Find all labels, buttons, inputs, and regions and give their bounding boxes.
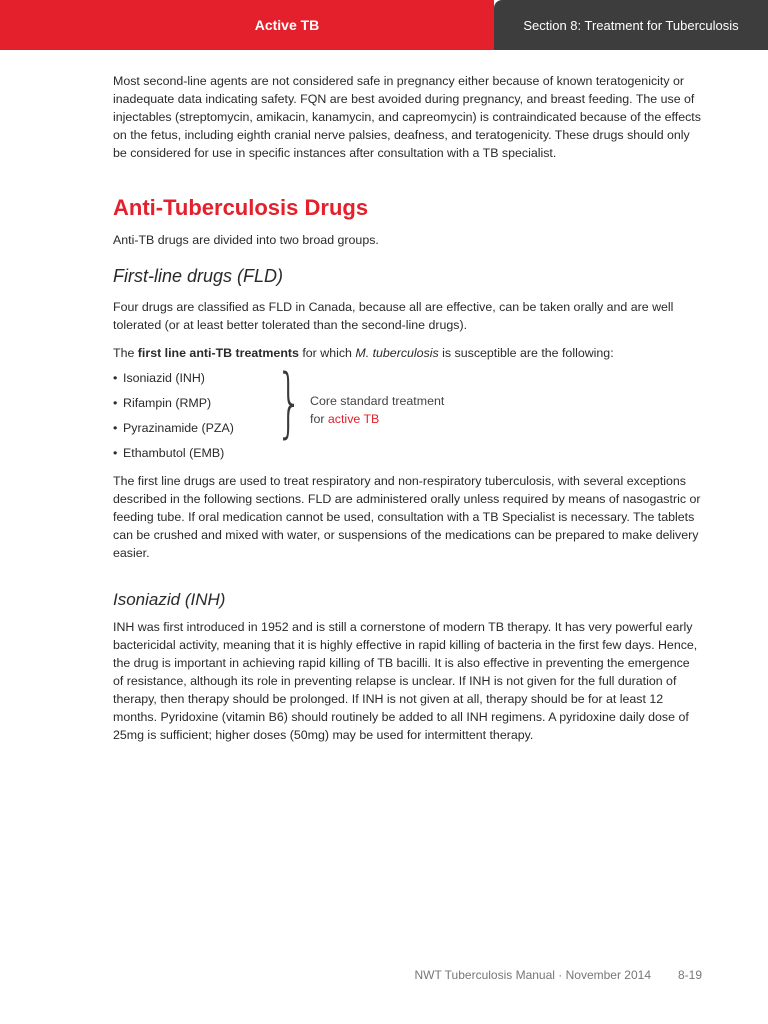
bullet-icon: • [113,421,118,435]
page-number: 8-19 [677,968,702,982]
header-chapter-label: Active TB [0,0,494,50]
inh-heading: Isoniazid (INH) [113,590,226,609]
fld-treatment-suffix: is susceptible are the following: [438,346,614,360]
page-footer [0,968,768,988]
page-content [113,72,703,744]
active-tb-link[interactable]: active TB [327,412,380,426]
fld-heading: First-line drugs (FLD) [113,266,284,286]
page-header [0,0,768,50]
drug-name: Rifampin (RMP) [123,396,212,410]
drug-name: Pyrazinamide (PZA) [123,421,234,435]
core-treatment-line-2 [310,410,444,428]
fld-treatment-prefix: The [113,346,138,360]
core-treatment-prefix: for [310,412,328,426]
fld-treatment-bold: first line anti-TB treatments [137,346,299,360]
list-item [113,441,703,466]
header-section-label: Section 8: Treatment for Tuberculosis [494,0,768,50]
intro-paragraph: Most second-line agents are not considered safe in pregnancy either because of known teratogenicity or inadequate data indicating safety. FQN are best avoided during pregnancy, and breast feeding. The use of injectables (streptomycin, amikacin, kanamycin, and capreomycin) is contraindicated because of the effects on the fetus, including eighth cranial nerve palsies, deafness, and teratogenicity. These drugs should only be considered for use in specific instances after consultation with a TB specialist. [113,74,701,160]
bullet-icon: • [113,396,118,410]
drug-list-block [113,357,703,461]
inh-paragraph: INH was first introduced in 1952 and is still a cornerstone of modern TB therapy. It has very powerful early bactericidal activity, meaning that it is highly effective in rapid killing of bacteria in the first few days. Hence, the drug is important in achieving rapid killing of TB bacilli. It is also effective in preventing the emergence of resistance, although its role in preventing relapse is unclear. If INH is not given for the full duration of therapy, then therapy should be prolonged. If INH is not given at all, therapy should be for at least 12 months. Pyridoxine (vitamin B6) should routinely be added to all INH regimens. A pyridoxine daily dose of 25mg is sufficient; higher doses (50mg) may be used for intermittent therapy. [113,620,698,742]
curly-brace-icon: } [276,357,303,446]
section-subtitle: Anti-TB drugs are divided into two broad groups. [113,233,379,247]
fld-treatment-mid: for which [298,346,356,360]
fld-treatment-sentence [113,344,703,362]
fld-usage-paragraph: The first line drugs are used to treat respiratory and non-respiratory tuberculosis, with several exceptions described in the following sections. FLD are administered orally unless required by means of nasogastric or feeding tube. If oral medication cannot be used, consultation with a TB Specialist is necessary. The tablets can be crushed and mixed with water, or suspensions of the medications can be prepared to make delivery easier. [113,474,701,560]
footer-manual-title: NWT Tuberculosis Manual · November 2014 [414,968,651,982]
fld-description: Four drugs are classified as FLD in Canada, because all are effective, can be taken orally and are well tolerated (or at least better tolerated than the second-line drugs). [113,300,674,332]
bullet-icon: • [113,371,118,385]
core-treatment-line: Core standard treatment [310,394,445,408]
core-treatment-note [310,392,444,428]
drug-name: Ethambutol (EMB) [123,446,225,460]
section-title: Anti-Tuberculosis Drugs [113,195,369,220]
bullet-icon: • [113,446,118,460]
list-item [113,366,703,391]
fld-treatment-organism: M. tuberculosis [355,346,439,360]
drug-name: Isoniazid (INH) [123,371,205,385]
